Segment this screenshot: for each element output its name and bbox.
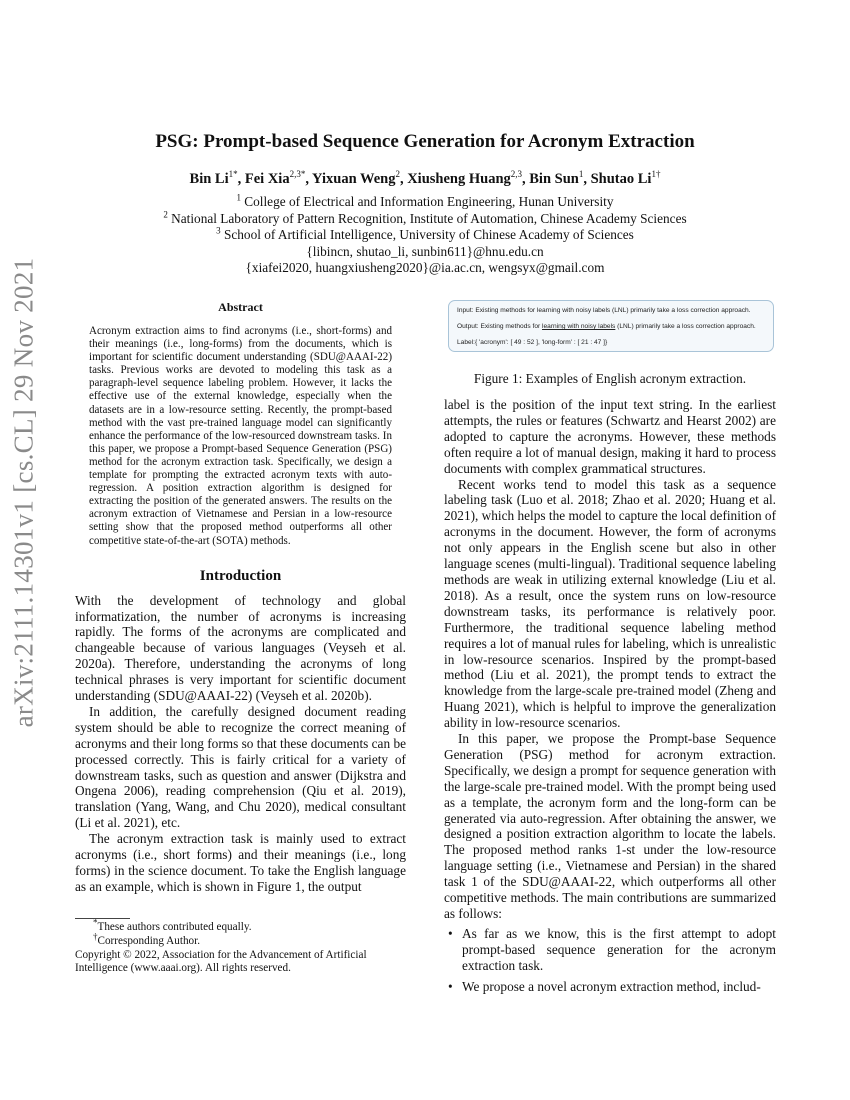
paper-title: PSG: Prompt-based Sequence Generation for Acronym Extraction	[155, 131, 695, 152]
author-sup: 1†	[651, 169, 661, 180]
footnote-text: These authors contributed equally.	[97, 921, 252, 933]
author-sup: 2,3	[510, 169, 523, 180]
contribution-item	[444, 926, 776, 974]
contribution-list	[444, 926, 776, 995]
paragraph: In addition, the carefully designed document reading system should be able to recognize the correct meaning of acronyms and their long forms so that these documents can be processed correctly. This is fairly critical for a variety of downstream tasks, such as question and answer (Dijkstra and Ongena 2006), reading comprehension (Qiu et al. 2019), translation (Yang, Wang, and Chu 2020), medical consultant (Li et al. 2021), etc.	[75, 703, 406, 831]
author-name: Bin Li	[189, 171, 229, 187]
affiliations	[0, 194, 850, 277]
author-name: Xiusheng Huang	[407, 171, 511, 187]
affiliation-text: College of Electrical and Information Engineering, Hunan University	[244, 194, 614, 209]
footnotes	[75, 917, 410, 976]
affiliation-line	[0, 194, 850, 211]
abstract-heading: Abstract	[218, 300, 263, 314]
author-sup: 1*	[228, 169, 238, 180]
introduction-heading: Introduction	[199, 567, 282, 584]
bullet-icon: •	[448, 978, 453, 994]
paragraph: label is the position of the input text string. In the earliest attempts, the rules or features (Schwartz and Hearst 2002) are adopted to capture the acronyms. However, these methods often require a lot of manual design, making it hard to process documents with complex grammatical structures.	[444, 397, 776, 476]
paragraph: The acronym extraction task is mainly used to extract acronyms (i.e., short forms) and their meanings (i.e., long forms) in the science document. To take the English language as an example, which is shown in Figure 1, the output	[75, 831, 406, 894]
affiliation-text: School of Artificial Intelligence, University of Chinese Academy of Sciences	[223, 227, 634, 242]
email-line[interactable]: {xiafei2020, huangxiusheng2020}@ia.ac.cn, wengsyx@gmail.com	[245, 260, 605, 275]
paragraph: Recent works tend to model this task as a sequence labeling task (Luo et al. 2018; Zhao et al. 2020; Huang et al. 2021), which helps the model to capture the local definition of acronyms in the document. However, the form of acronyms not only appears in the English scene but also in other language scenes (multi-lingual). Traditional sequence labeling methods are weak in utilizing external knowledge (Liu et al. 2018). As a result, once the system runs on low-resource downstream tasks, its performance is relatively poor. Furthermore, the traditional sequence labeling method requires a lot of manual rules for labeling, which is unrealistic in low-resource scenarios. Inspired by the prompt-based method (Liu et al. 2021), the prompt tends to extract the knowledge from the large-scale pre-trained model (Zheng and Huang 2021), which is helpful to improve the generalization ability in low-resource scenarios.	[444, 476, 776, 731]
figure-caption: Figure 1: Examples of English acronym extraction.	[473, 371, 747, 386]
author-sup: 2,3*	[289, 169, 306, 180]
contribution-text: As far as we know, this is the first attempt to adopt prompt-based sequence generation for the acronym extraction task.	[462, 925, 776, 973]
contribution-text: We propose a novel acronym extraction method, includ-	[462, 978, 761, 994]
figure-output-line	[457, 323, 756, 330]
figure-output-prefix: Output: Existing methods for	[457, 323, 543, 330]
figure-1-box	[448, 300, 774, 352]
affiliation-sup: 1	[236, 192, 241, 203]
footnote-mark: *	[93, 917, 98, 928]
footnote	[75, 931, 410, 949]
arxiv-stamp-text: arXiv:2111.14301v1 [cs.CL] 29 Nov 2021	[8, 257, 39, 727]
affiliation-text: National Laboratory of Pattern Recognition, Institute of Automation, Chinese Academy Sciences	[171, 210, 687, 226]
figure-output-suffix: (LNL) primarily take a loss correction approach.	[615, 323, 756, 330]
author-list: Bin $Li^{1*}$, Fei Xia$^{2,3*}$, Yixuan Weng$^2$, Xiusheng Huang$^{2,3}$, Bin Sun$^1$, Shutao $Li^{1\dagger}$	[189, 169, 661, 187]
author-name: Fei Xia	[244, 171, 290, 187]
figure-input-line: Input: Existing methods for learning with noisy labels (LNL) primarily take a loss correction approach.	[457, 307, 751, 314]
footnote	[75, 917, 410, 935]
author-sup: 2	[395, 169, 400, 180]
footnote-mark: †	[93, 931, 98, 942]
right-body	[444, 397, 776, 922]
author-name: Shutao Li	[590, 171, 652, 187]
paragraph: With the development of technology and global informatization, the number of acronyms is increasing rapidly. The forms of the acronyms are complicated and changeable because of various languages (Veyseh et al. 2020a). Therefore, understanding the acronyms of long technical phrases is very important for scientific document understanding (SDU@AAAI-22) (Veyseh et al. 2020b).	[75, 592, 406, 704]
copyright-notice: Copyright © 2022, Association for the Advancement of Artificial Intelligence (www.aaai.org). All rights reserved.	[75, 948, 367, 975]
abstract-text: Acronym extraction aims to find acronyms (i.e., short-forms) and their meanings (i.e., long-forms) from the documents, which is important for scientific document understanding (SDU@AAAI-22) tasks. Previous works are devoted to modeling this task as a paragraph-level sequence labeling problem. However, it lacks the effective use of the external knowledge, especially when the datasets are in a low-resource setting. Recently, the prompt-based method with the vast pre-trained language model can significantly enhance the performance of the low-resourced downstream tasks. In this paper, we propose a Prompt-based Sequence Generation (PSG) method for the acronym extraction task. Specifically, we design a template for prompting the extracted acronym texts with auto-regression. A position extraction algorithm is designed for extracting the position of the generated answers. The results on the acronym extraction of Vietnamese and Persian in a low-resource setting show that the proposed method outperforms all other competitive state-of-the-art (SOTA) methods.	[89, 325, 392, 547]
left-column	[75, 300, 406, 895]
author-sup: 1	[578, 169, 584, 180]
bullet-icon: •	[448, 925, 453, 941]
affiliation-sup: 3	[216, 225, 221, 236]
footnote-text: Corresponding Author.	[97, 934, 201, 947]
affiliation-sup: 2	[163, 209, 168, 220]
contribution-item	[444, 979, 776, 995]
email-line[interactable]: {libincn, shutao_li, sunbin611}@hnu.edu.cn	[306, 243, 544, 259]
right-column	[444, 300, 776, 1000]
figure-label-line: Label:{ 'acronym': [ 49 : 52 ], 'long-form' : [ 21 : 47 ]}	[457, 339, 608, 346]
affiliation-line	[0, 211, 850, 228]
arxiv-stamp	[6, 257, 42, 727]
author-name: Bin Sun	[529, 171, 579, 187]
footnote-rule	[75, 918, 130, 919]
author-name: Yixuan Weng	[312, 171, 396, 187]
figure-output-underlined: learning with noisy labels	[542, 323, 616, 330]
paragraph: In this paper, we propose the Prompt-base Sequence Generation (PSG) method for acronym extraction. Specifically, we design a prompt for sequence generation with the large-scale pre-trained model. With the prompt being used as a template, the acronym form and the long-form can be generated via auto-regression. After obtaining the answer, we designed a position extraction algorithm to locate the labels. The proposed method ranks 1-st under the low-resource language setting (i.e., Vietnamese and Persian) in the shared task 1 of the SDU@AAAI-22, which outperforms all other competitive methods. The main contributions are summarized as follows:	[444, 731, 776, 921]
affiliation-line	[0, 227, 850, 244]
introduction-body	[75, 593, 406, 895]
